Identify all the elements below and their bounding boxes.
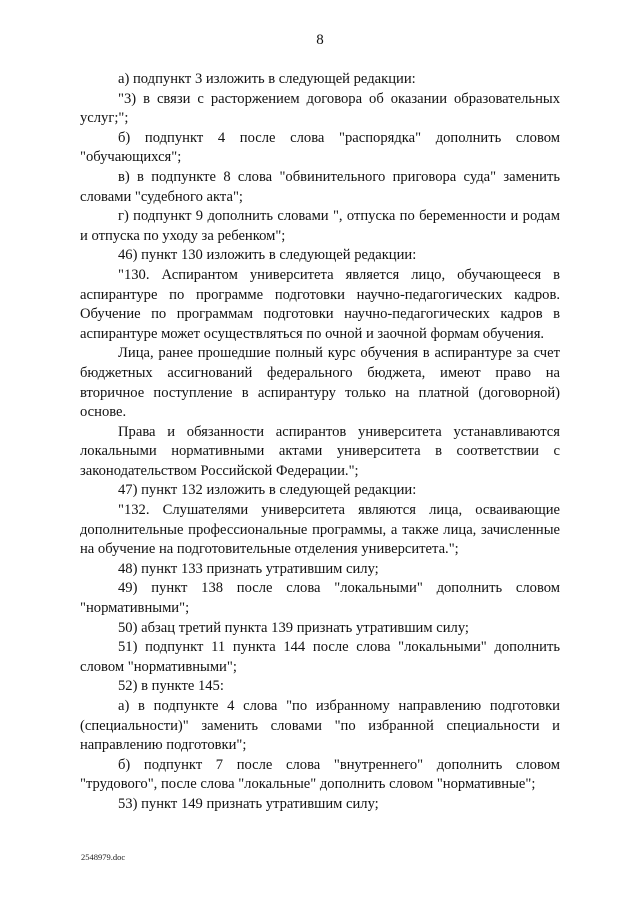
footer-filename: 2548979.doc bbox=[81, 852, 126, 862]
paragraph: Лица, ранее прошедшие полный курс обучения в аспирантуре за счет бюджетных ассигнований федерального бюджета, имеют право на вторичное поступление в аспирантуру только на платной (договорной) основе. bbox=[80, 345, 560, 421]
paragraph: 50) абзац третий пункта 139 признать утратившим силу; bbox=[118, 619, 469, 636]
paragraph: а) в подпункте 4 слова "по избранному направлению подготовки (специальности)" заменить словами "по избранной специальности и направлению подготовки"; bbox=[80, 698, 560, 754]
paragraph: 52) в пункте 145: bbox=[118, 678, 224, 695]
document-body bbox=[80, 70, 560, 815]
paragraph: а) подпункт 3 изложить в следующей редакции: bbox=[118, 71, 416, 87]
paragraph: б) подпункт 4 после слова "распорядка" дополнить словом "обучающихся"; bbox=[80, 129, 560, 166]
paragraph: 48) пункт 133 признать утратившим силу; bbox=[118, 560, 379, 577]
paragraph: г) подпункт 9 дополнить словами ", отпуска по беременности и родам и отпуска по уходу за ребенком"; bbox=[80, 208, 560, 244]
paragraph: б) подпункт 7 после слова "внутреннего" дополнить словом "трудового", после слова "локальные" дополнить словом "нормативные"; bbox=[80, 756, 560, 793]
paragraph: 51) подпункт 11 пункта 144 после слова "локальными" дополнить словом "нормативными"; bbox=[80, 639, 560, 675]
paragraph: "130. Аспирантом университета является лицо, обучающееся в аспирантуре по программе подготовки научно-педагогических кадров. Обучение по программам подготовки научно-педагогических кадров в аспирантуре может осуществляться по очной и заочной формам обучения. bbox=[80, 266, 560, 342]
paragraph: в) в подпункте 8 слова "обвинительного приговора суда" заменить словами "судебного акта"; bbox=[80, 168, 560, 205]
paragraph: 46) пункт 130 изложить в следующей редакции: bbox=[118, 247, 417, 264]
paragraph: Права и обязанности аспирантов университета устанавливаются локальными нормативными актами университета в соответствии с законодательством Российской Федерации."; bbox=[80, 423, 560, 479]
paragraph: 47) пункт 132 изложить в следующей редакции: bbox=[118, 482, 417, 499]
paragraph: "132. Слушателями университета являются лица, осваивающие дополнительные профессиональные программы, а также лица, зачисленные на обучение на подготовительные отделения университета."; bbox=[80, 502, 560, 558]
paragraph: 49) пункт 138 после слова "локальными" дополнить словом "нормативными"; bbox=[80, 580, 560, 617]
paragraph: "3) в связи с расторжением договора об оказании образовательных услуг;"; bbox=[80, 90, 560, 127]
paragraph: 53) пункт 149 признать утратившим силу; bbox=[118, 795, 379, 812]
page-number: 8 bbox=[316, 32, 324, 48]
